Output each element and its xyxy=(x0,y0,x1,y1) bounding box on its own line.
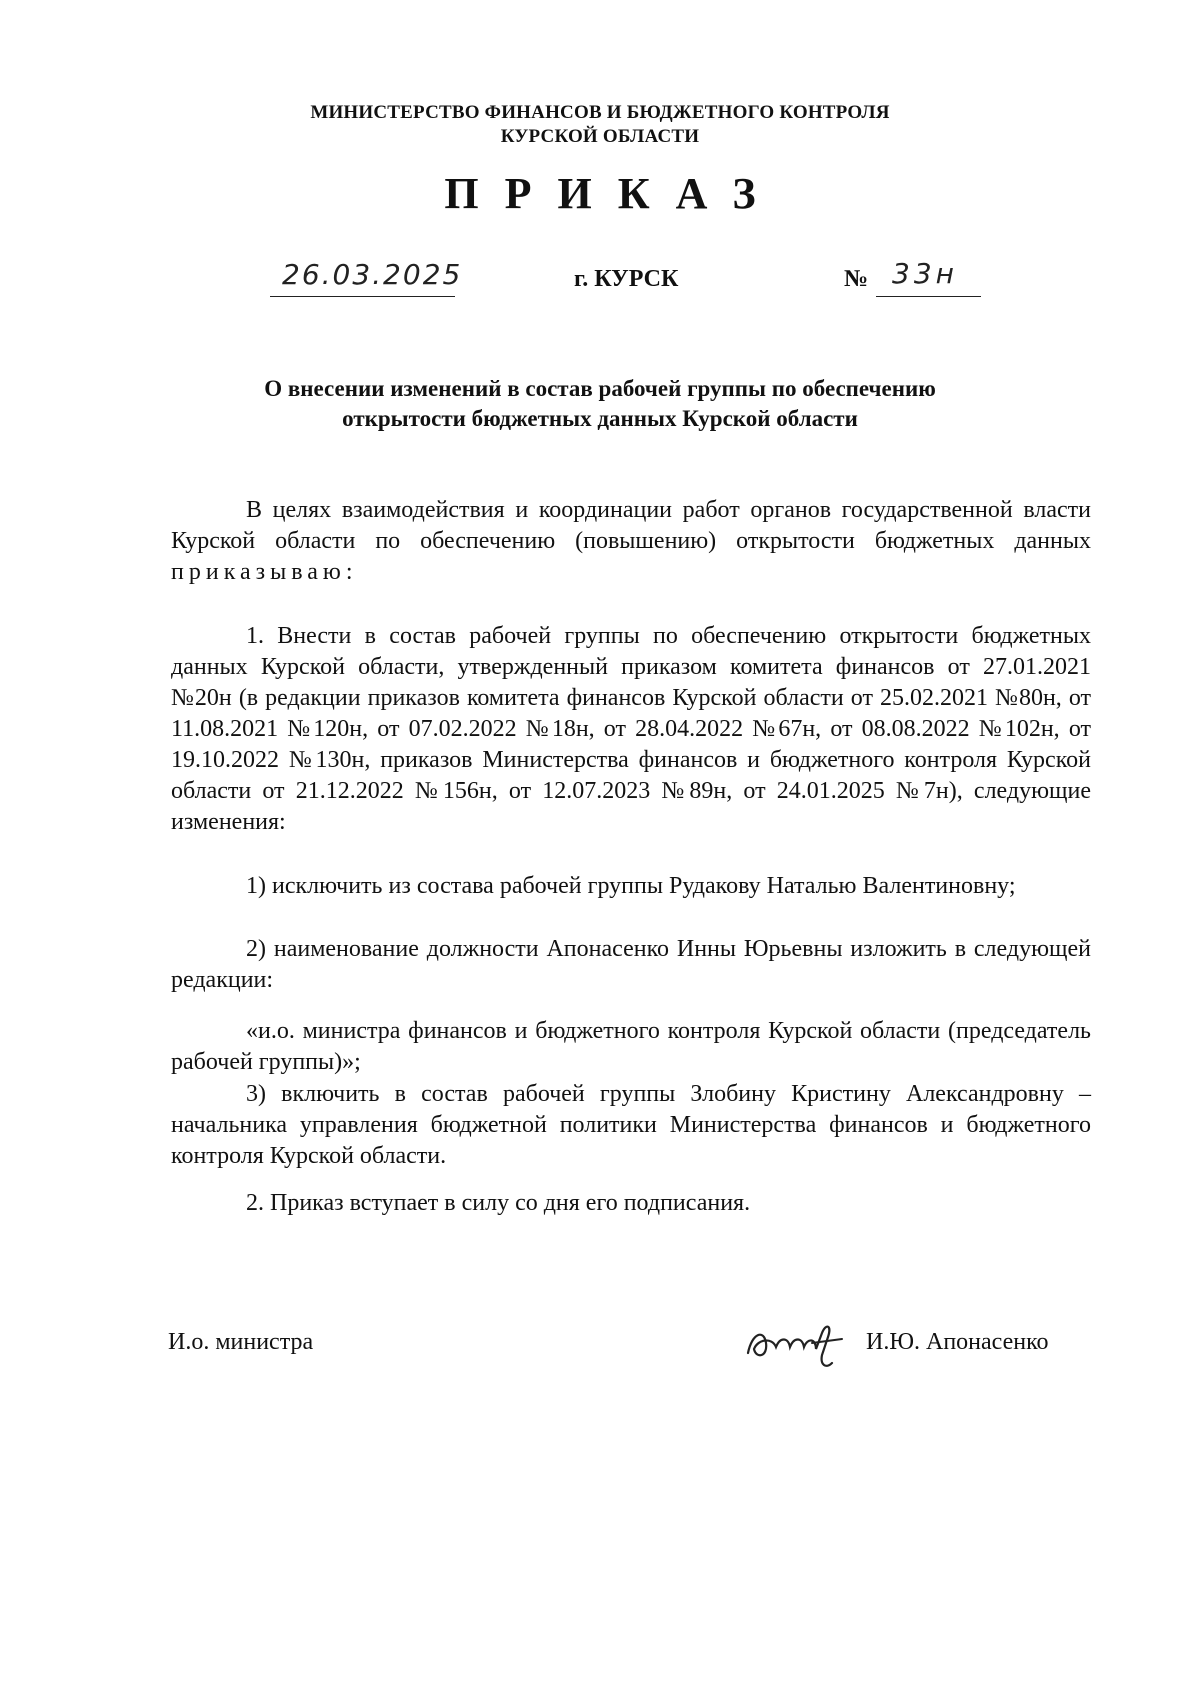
preamble-paragraph xyxy=(171,495,1091,588)
subitem-1-paragraph: 1) исключить из состава рабочей группы Рудакову Наталью Валентиновну; xyxy=(246,873,1016,899)
subitem-3-paragraph: 3) включить в состав рабочей группы Злобину Кристину Александровну – начальника управления бюджетной политики Министерства финансов и бюджетного контроля Курской области. xyxy=(171,1081,1091,1169)
handwritten-date: 26.03.2025 xyxy=(282,258,463,291)
number-underline xyxy=(876,296,981,297)
item-2-paragraph: 2. Приказ вступает в силу со дня его подписания. xyxy=(246,1190,751,1216)
document-type-title: ПРИКАЗ xyxy=(444,169,782,218)
signer-position: И.о. министра xyxy=(168,1329,314,1355)
signer-name: И.Ю. Апонасенко xyxy=(866,1329,1049,1355)
ministry-name-line1: МИНИСТЕРСТВО ФИНАНСОВ И БЮДЖЕТНОГО КОНТРОЛЯ xyxy=(310,102,890,123)
city-label: г. КУРСК xyxy=(574,266,679,292)
item-1-paragraph: 1. Внести в состав рабочей группы по обеспечению открытости бюджетных данных Курской области, утвержденный приказом комитета финансов от 27.01.2021 №20н (в редакции приказов комитета финансов Курской области от 25.02.2021 №80н, от 11.08.2021 №120н, от 07.02.2022 №18н, от 28.04.2022 №67н, от 08.08.2022 №102н, от 19.10.2022 №130н, приказов Министерства финансов и бюджетного контроля Курской области от 21.12.2022 №156н, от 12.07.2023 №89н, от 24.01.2025 №7н), следующие изменения: xyxy=(171,623,1091,835)
preamble-text: В целях взаимодействия и координации работ органов государственной власти Курской области по обеспечению (повышению) открытости бюджетных данных xyxy=(171,497,1091,554)
order-word: приказываю: xyxy=(171,559,358,585)
ministry-name-line2: КУРСКОЙ ОБЛАСТИ xyxy=(500,126,700,147)
subitem-2-paragraph: 2) наименование должности Апонасенко Инны Юрьевны изложить в следующей редакции: xyxy=(171,936,1091,993)
subject-line2: открытости бюджетных данных Курской области xyxy=(342,406,858,431)
date-underline xyxy=(270,296,455,297)
handwritten-signature-icon xyxy=(742,1313,852,1373)
subitem-2-quote: «и.о. министра финансов и бюджетного контроля Курской области (председатель рабочей группы)»; xyxy=(171,1018,1091,1075)
handwritten-order-number: 33н xyxy=(892,257,958,290)
subject-line1: О внесении изменений в состав рабочей группы по обеспечению xyxy=(264,376,936,401)
number-sign: № xyxy=(844,266,869,292)
